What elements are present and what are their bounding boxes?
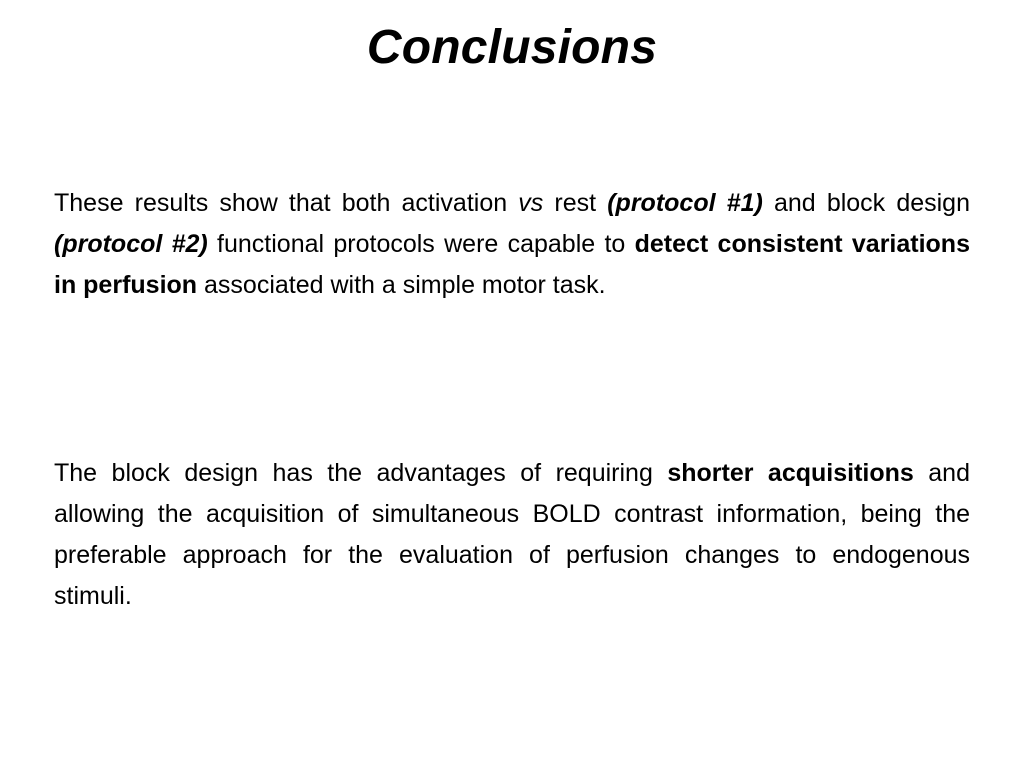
conclusion-paragraph-1 [54,183,970,306]
p1-text-4: functional protocols were capable to [207,230,635,258]
p1-emphasis: detect consistent variations in perfusion [54,230,970,299]
p1-protocol-1: (protocol #1) [607,189,763,217]
slide-title: Conclusions [366,21,658,74]
p1-text-5: associated with a simple motor task. [197,271,606,299]
p1-text-1: These results show that both activation [54,189,519,217]
p1-text-2: rest [543,189,608,217]
p2-text-1: The block design has the advantages of requiring [54,459,668,487]
p1-protocol-2: (protocol #2) [54,230,208,258]
p1-text-3: and block design [762,189,970,217]
p2-text-2: and allowing the acquisition of simultaneous BOLD contrast information, being the preferable approach for the evaluation of perfusion changes to endogenous stimuli. [54,459,970,610]
conclusion-paragraph-2 [54,453,970,617]
p1-vs: vs [518,189,544,217]
p2-emphasis: shorter acquisitions [667,459,914,487]
